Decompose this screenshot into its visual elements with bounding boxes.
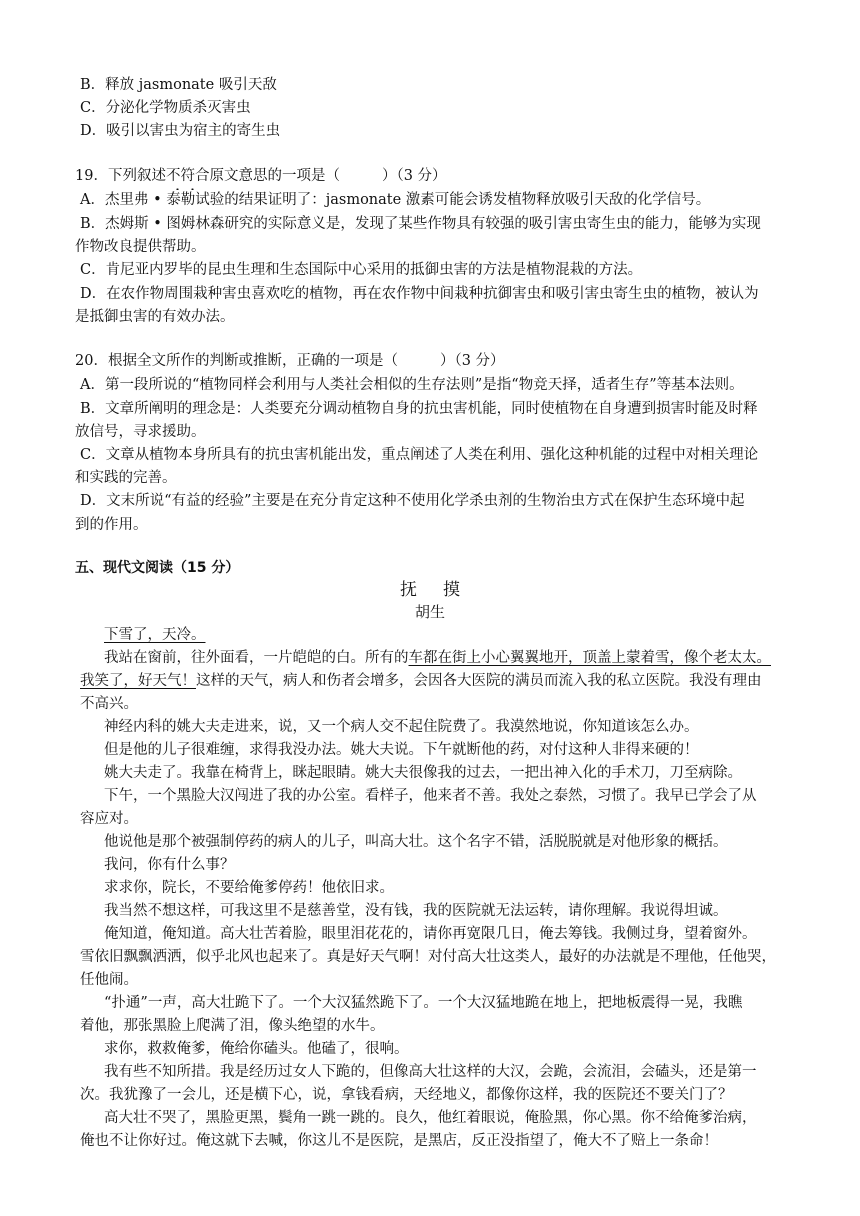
- story-author: 胡生: [414, 603, 445, 621]
- story-paragraph-continued: 俺也不让你好过。俺这就下去喊，你这儿不是医院，是黑店，反正没指望了，俺大不了赔上一条命！: [80, 1133, 718, 1149]
- q19-option-a: A．杰里弗 • 泰勒试验的结果证明了：jasmonate 激素可能会诱发植物释放吸引天敌的化学信号。: [80, 192, 711, 208]
- story-paragraph: 我当然不想这样，可我这里不是慈善堂，没有钱，我的医院就无法运转，请你理解。我说得坦诚。: [104, 903, 728, 919]
- q18-option-c: C．分泌化学物质杀灭害虫: [80, 100, 251, 116]
- section-heading: 五、现代文阅读（15 分）: [75, 560, 240, 576]
- story-paragraph: 求求你，院长，不要给俺爹停药！他依旧求。: [104, 880, 394, 896]
- story-paragraph-continued: [80, 670, 762, 692]
- q19-option-d-line1: D．在农作物周围栽种害虫喜欢吃的植物，再在农作物中间栽种抗御害虫和吸引害虫寄生虫的植物，被认为: [80, 286, 759, 302]
- q20-option-d-line1: D．文末所说“有益的经验”主要是在充分肯定这种不使用化学杀虫剂的生物治虫方式在保护生态环境中起: [80, 493, 745, 509]
- q20-option-c-line1: C．文章从植物本身所具有的抗虫害机能出发，重点阐述了人类在利用、强化这种机能的过程中对相关理论: [80, 447, 759, 463]
- story-paragraph: 我有些不知所措。我是经历过女人下跪的，但像高大壮这样的大汉，会跪，会流泪，会磕头，还是第一: [104, 1064, 757, 1080]
- q19-option-c: C．肯尼亚内罗毕的昆虫生理和生态国际中心采用的抵御虫害的方法是植物混栽的方法。: [80, 262, 643, 278]
- story-paragraph: “扑通”一声，高大壮跪下了。一个大汉猛然跪下了。一个大汉猛地跪在地上，把地板震得一晃，我瞧: [104, 995, 743, 1011]
- q20-option-b-line2: 放信号，寻求援助。: [75, 424, 206, 440]
- q18-option-b: B．释放 jasmonate 吸引天敌: [80, 77, 277, 93]
- q20-stem: [75, 350, 505, 372]
- q19-stem-emphasis: 不符合: [166, 165, 210, 187]
- story-paragraph: 神经内科的姚大夫走进来，说，又一个病人交不起住院费了。我漠然地说，你知道该怎么办。: [104, 719, 699, 735]
- story-paragraph-continued: 任他闹。: [80, 972, 138, 988]
- story-paragraph: 求你，救救俺爹，俺给你磕头。他磕了，很响。: [104, 1041, 409, 1057]
- q20-option-b-line1: B．文章所阐明的理念是：人类要充分调动植物自身的抗虫害机能，同时使植物在自身遭到损害时能及时释: [80, 401, 758, 417]
- story-paragraph: 高大壮不哭了，黑脸更黑，鬓角一跳一跳的。良久，他红着眼说，俺脸黑，你心黑。你不给俺爹治病，: [104, 1110, 757, 1126]
- q19-option-d-line2: 是抵御虫害的有效办法。: [75, 309, 235, 325]
- story-paragraph: 俺知道，俺知道。高大壮苦着脸，眼里泪花花的，请你再宽限几日，俺去筹钱。我侧过身，望着窗外。: [104, 926, 757, 942]
- q20-option-d-line2: 到的作用。: [75, 517, 148, 533]
- story-paragraph: 下午，一个黑脸大汉闯进了我的办公室。看样子，他来者不善。我处之泰然，习惯了。我早已学会了从: [104, 788, 757, 804]
- q19-stem: [75, 165, 447, 187]
- story-paragraph: 他说他是那个被强制停药的病人的儿子，叫高大壮。这个名字不错，活脱脱就是对他形象的概括。: [104, 834, 728, 850]
- story-paragraph-continued: 不高兴。: [80, 696, 138, 712]
- q20-stem-text: 20．根据全文所作的判断或推断，正确的一项是（: [75, 353, 398, 369]
- story-text: 这样的天气，病人和伤者会增多，会因各大医院的满员而流入我的私立医院。我没有理由: [196, 673, 762, 689]
- story-paragraph: 但是他的儿子很难缠，求得我没办法。姚大夫说。下午就断他的药，对付这种人非得来硬的！: [104, 742, 699, 758]
- story-text: 我站在窗前，往外面看，一片皑皑的白。所有的: [104, 650, 409, 666]
- story-title: 抚摸: [400, 580, 486, 600]
- q20-option-a: A．第一段所说的“植物同样会利用与人类社会相似的生存法则”是指“物竞天择，适者生存”等基本法则。: [80, 377, 744, 393]
- q20-option-c-line2: 和实践的完善。: [75, 470, 177, 486]
- q20-points: ）（3 分）: [439, 353, 505, 369]
- underlined-sentence: 下雪了，天冷。: [104, 627, 206, 643]
- underlined-sentence: 我笑了，好天气！: [80, 673, 196, 689]
- story-paragraph: [104, 624, 206, 646]
- story-paragraph: [104, 647, 771, 669]
- story-paragraph-continued: 着他，那张黑脸上爬满了泪，像头绝望的水牛。: [80, 1018, 385, 1034]
- story-paragraph: 姚大夫走了。我靠在椅背上，眯起眼睛。姚大夫很像我的过去，一把出神入化的手术刀，刀至病除。: [104, 765, 742, 781]
- story-paragraph-continued: 容应对。: [80, 811, 138, 827]
- q19-option-b-line2: 作物改良提供帮助。: [75, 239, 206, 255]
- q19-stem-prefix: 19．下列叙述: [75, 168, 166, 184]
- story-paragraph-continued: 次。我犹豫了一会儿，还是横下心，说，拿钱看病，天经地义，都像你这样，我的医院还不要关门了？: [80, 1087, 733, 1103]
- story-paragraph: 我问，你有什么事？: [104, 857, 235, 873]
- q18-option-d: D．吸引以害虫为宿主的寄生虫: [80, 123, 281, 139]
- underlined-sentence: 车都在街上小心翼翼地开，顶盖上蒙着雪，像个老太太。: [408, 650, 771, 666]
- q19-points: ）（3 分）: [381, 168, 447, 184]
- q19-option-b-line1: B．杰姆斯 • 图姆林森研究的实际意义是，发现了某些作物具有较强的吸引害虫寄生虫的能力，能够为实现: [80, 216, 761, 232]
- q19-stem-suffix: 原文意思的一项是（: [209, 168, 340, 184]
- story-paragraph-continued: 雪依旧飘飘洒洒，似乎北风也起来了。真是好天气啊！对付高大壮这类人，最好的办法就是不理他，任他哭，: [80, 949, 776, 965]
